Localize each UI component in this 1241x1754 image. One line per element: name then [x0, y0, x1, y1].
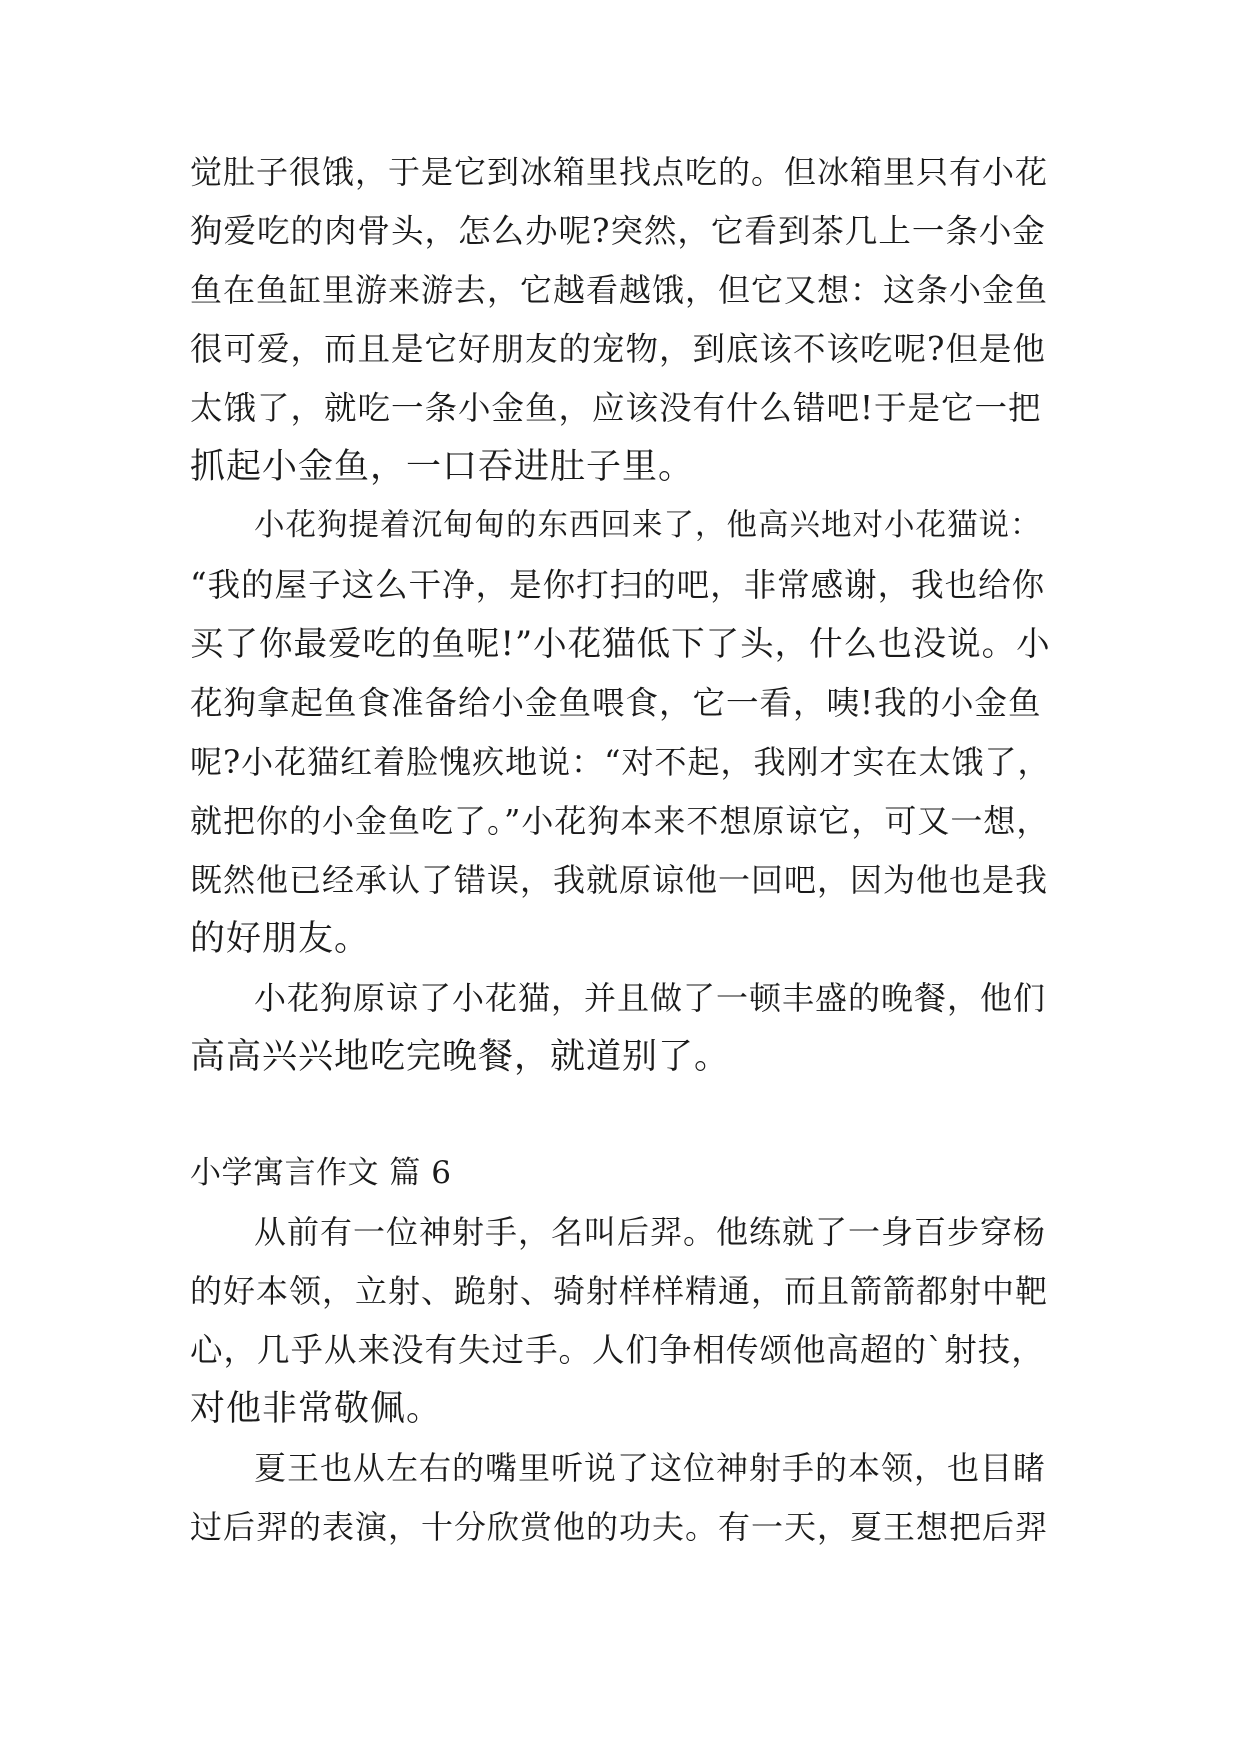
- paragraph-1-line-3: 鱼在鱼缸里游来游去，它越看越饿，但它又想：这条小金鱼: [190, 271, 1049, 309]
- paragraph-2-line-5: 呢?小花猫红着脸愧疚地说：“对不起，我刚才实在太饿了，: [190, 743, 1051, 781]
- paragraph-1-line-4: 很可爱，而且是它好朋友的宠物，到底该不该吃呢?但是他: [190, 330, 1046, 368]
- paragraph-2-line-6: 就把你的小金鱼吃了。”小花狗本来不想原谅它，可又一想，: [190, 802, 1050, 840]
- paragraph-2-line-1: 小花狗提着沉甸甸的东西回来了，他高兴地对小花猫说：: [254, 508, 1042, 543]
- paragraph-4-line-3: 心，几乎从来没有失过手。人们争相传颂他高超的`射技，: [190, 1331, 1045, 1369]
- paragraph-5-line-1: 夏王也从左右的嘴里听说了这位神射手的本领，也目睹: [254, 1449, 1047, 1487]
- paragraph-4-line-4: 对他非常敬佩。: [190, 1389, 443, 1429]
- paragraph-4-line-1: 从前有一位神射手，名叫后羿。他练就了一身百步穿杨: [254, 1213, 1047, 1251]
- section-heading: 小学寓言作文 篇 6: [190, 1155, 452, 1191]
- paragraph-4-line-2: 的好本领，立射、跪射、骑射样样精通，而且箭箭都射中靶: [190, 1272, 1049, 1310]
- paragraph-1-line-2: 狗爱吃的肉骨头，怎么办呢?突然，它看到茶几上一条小金: [190, 212, 1046, 250]
- paragraph-2-line-3: 买了你最爱吃的鱼呢!”小花猫低下了头，什么也没说。小: [190, 624, 1051, 663]
- paragraph-2-line-4: 花狗拿起鱼食准备给小金鱼喂食，它一看，咦!我的小金鱼: [190, 684, 1042, 722]
- paragraph-2-line-7: 既然他已经承认了错误，我就原谅他一回吧，因为他也是我: [190, 861, 1049, 899]
- paragraph-3-line-2: 高高兴兴地吃完晚餐，就道别了。: [190, 1037, 731, 1077]
- paragraph-3-line-1: 小花狗原谅了小花猫，并且做了一顿丰盛的晚餐，他们: [254, 979, 1047, 1017]
- paragraph-1-line-1: 觉肚子很饿，于是它到冰箱里找点吃的。但冰箱里只有小花: [190, 153, 1049, 191]
- paragraph-1-line-6: 抓起小金鱼，一口吞进肚子里。: [190, 447, 695, 487]
- paragraph-2-line-2: “我的屋子这么干净，是你打扫的吧，非常感谢，我也给你: [190, 566, 1046, 604]
- paragraph-1-line-5: 太饿了，就吃一条小金鱼，应该没有什么错吧!于是它一把: [190, 389, 1042, 427]
- paragraph-5-line-2: 过后羿的表演，十分欣赏他的功夫。有一天，夏王想把后羿: [190, 1508, 1049, 1546]
- paragraph-2-line-8: 的好朋友。: [190, 919, 371, 959]
